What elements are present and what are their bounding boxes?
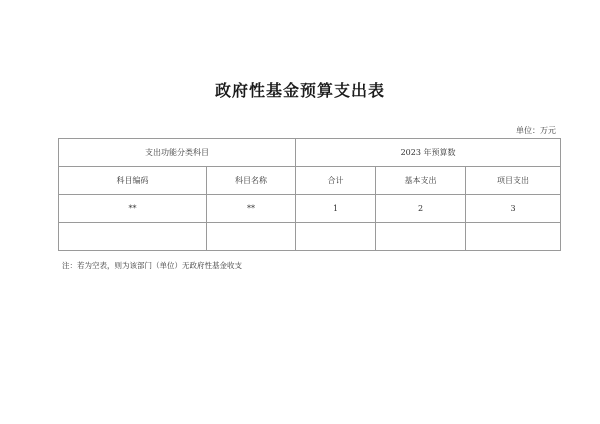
cell-project-expense: 3: [466, 195, 561, 223]
cell-subject-code: **: [59, 195, 207, 223]
cell-project-expense: [466, 223, 561, 251]
column-header-subject-name: 科目名称: [207, 167, 296, 195]
group-header-budget-year: 2023 年预算数: [296, 139, 561, 167]
table-group-header-row: [59, 139, 561, 167]
column-header-project-expense: 项目支出: [466, 167, 561, 195]
column-header-basic-expense: 基本支出: [376, 167, 466, 195]
cell-total: [296, 223, 376, 251]
unit-label: 单位：万元: [516, 126, 556, 135]
cell-total: 1: [296, 195, 376, 223]
cell-subject-code: [59, 223, 207, 251]
group-header-classification: 支出功能分类科目: [59, 139, 296, 167]
page-title: 政府性基金预算支出表: [214, 81, 385, 100]
footnote: 注：若为空表，则为该部门（单位）无政府性基金收支: [62, 261, 242, 270]
table-column-header-row: [59, 167, 561, 195]
cell-basic-expense: 2: [376, 195, 466, 223]
cell-subject-name: **: [207, 195, 296, 223]
budget-table: [58, 138, 561, 251]
cell-basic-expense: [376, 223, 466, 251]
cell-subject-name: [207, 223, 296, 251]
column-header-subject-code: 科目编码: [59, 167, 207, 195]
column-header-total: 合计: [296, 167, 376, 195]
table-row: [59, 223, 561, 251]
table-row: [59, 195, 561, 223]
